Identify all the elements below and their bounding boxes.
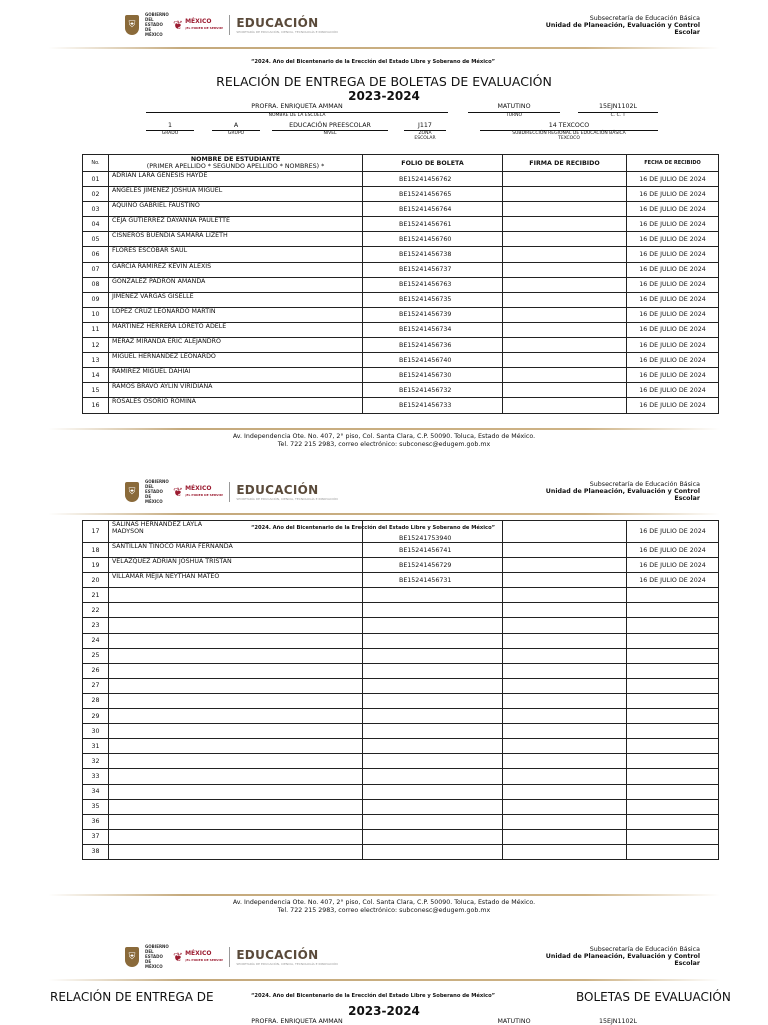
row-number: 21 [83, 588, 109, 603]
shift-label: TURNO [505, 113, 523, 118]
received-date [627, 709, 719, 724]
table-row [83, 322, 719, 337]
received-date [627, 844, 719, 859]
row-number: 30 [83, 724, 109, 739]
col-signature: FIRMA DE RECIBIDO [503, 155, 627, 172]
folio-number: BE15241456730 [363, 368, 503, 383]
received-date: 16 DE JULIO DE 2024 [627, 277, 719, 292]
row-number: 01 [83, 172, 109, 187]
folio-number: BE15241456737 [363, 262, 503, 277]
student-name: CISNEROS BUENDIA SAMARA LIZETH [109, 232, 363, 247]
state-shield-icon: ⛨ [125, 482, 139, 502]
region-label: SUBDIRECCIÓN REGIONAL DE EDUCACIÓN BÁSICA TEXCOCO [512, 131, 626, 141]
table-row [83, 739, 719, 754]
table-row [83, 633, 719, 648]
folio-number [363, 603, 503, 618]
row-number: 37 [83, 829, 109, 844]
received-date [627, 829, 719, 844]
row-number: 20 [83, 573, 109, 588]
received-date [627, 799, 719, 814]
received-date: 16 DE JULIO DE 2024 [627, 187, 719, 202]
received-date: 16 DE JULIO DE 2024 [627, 322, 719, 337]
row-number: 11 [83, 322, 109, 337]
student-name: MERAZ MIRANDA ERIC ALEJANDRO [109, 338, 363, 353]
table-row [83, 603, 719, 618]
region: 14 TEXCOCO [548, 122, 590, 129]
student-name: RAMIREZ MIGUEL DAHIAI [109, 368, 363, 383]
table-row [83, 769, 719, 784]
motto: “2024. Año del Bicentenario de la Erección del Estado Libre y Soberano de México” [251, 59, 496, 65]
student-name [109, 769, 363, 784]
folio-number: BE15241456738 [363, 247, 503, 262]
signature-cell [503, 724, 627, 739]
received-date: 16 DE JULIO DE 2024 [627, 202, 719, 217]
folio-number [363, 663, 503, 678]
folio-number [363, 588, 503, 603]
table-row [83, 247, 719, 262]
mexico-logo: ❦ MÉXICO ¡EL PODER DE SERVIR! [173, 949, 224, 964]
row-number: 31 [83, 739, 109, 754]
student-name [109, 784, 363, 799]
student-name: ADRIAN LARA GENESIS HAYDE [109, 172, 363, 187]
table-row [83, 543, 719, 558]
row-number: 28 [83, 693, 109, 708]
table-row [83, 784, 719, 799]
signature-cell [503, 202, 627, 217]
signature-cell [503, 799, 627, 814]
student-name [109, 663, 363, 678]
student-name: AQUINO GABRIEL FAUSTINO [109, 202, 363, 217]
received-date [627, 678, 719, 693]
received-date: 16 DE JULIO DE 2024 [627, 172, 719, 187]
signature-cell [503, 292, 627, 307]
row-number: 36 [83, 814, 109, 829]
row-number: 08 [83, 277, 109, 292]
document-title-part2: BOLETAS DE EVALUACIÓN [576, 990, 731, 1004]
folio-number: BE15241456765 [363, 187, 503, 202]
student-name [109, 588, 363, 603]
zone-label: ZONA ESCOLAR [414, 131, 436, 141]
signature-cell [503, 187, 627, 202]
received-date: 16 DE JULIO DE 2024 [627, 558, 719, 573]
student-name: VILLAMAR MEJIA NEYTHAN MATEO [109, 573, 363, 588]
header-logos [125, 12, 338, 37]
student-name [109, 844, 363, 859]
signature-cell [503, 543, 627, 558]
table-row [83, 368, 719, 383]
signature-cell [503, 739, 627, 754]
student-name [109, 678, 363, 693]
row-number: 33 [83, 769, 109, 784]
received-date [627, 814, 719, 829]
received-date [627, 754, 719, 769]
signature-cell [503, 844, 627, 859]
school-name-label: NOMBRE DE LA ESCUELA [268, 113, 326, 118]
table-row [83, 648, 719, 663]
folio-number: BE15241456762 [363, 172, 503, 187]
student-name: CEJA GUTIERREZ DAYANNA PAULETTE [109, 217, 363, 232]
motto-page2: “2024. Año del Bicentenario de la Erección del Estado Libre y Soberano de México” [251, 525, 496, 531]
signature-cell [503, 353, 627, 368]
received-date [627, 588, 719, 603]
state-shield-icon: ⛨ [125, 947, 139, 967]
signature-cell [503, 784, 627, 799]
received-date [627, 648, 719, 663]
signature-cell [503, 338, 627, 353]
level-label: NIVEL [323, 131, 337, 136]
row-number: 04 [83, 217, 109, 232]
table-row [83, 398, 719, 413]
table-row [83, 573, 719, 588]
signature-cell [503, 814, 627, 829]
received-date: 16 DE JULIO DE 2024 [627, 262, 719, 277]
student-name [109, 814, 363, 829]
row-number: 27 [83, 678, 109, 693]
delivery-table-page1 [82, 154, 719, 414]
table-row [83, 678, 719, 693]
signature-cell [503, 633, 627, 648]
signature-cell [503, 232, 627, 247]
table-row [83, 693, 719, 708]
col-date: FECHA DE RECIBIDO [627, 155, 719, 172]
table-row [83, 277, 719, 292]
folio-number [363, 739, 503, 754]
signature-cell [503, 247, 627, 262]
table-row [83, 799, 719, 814]
table-row [83, 663, 719, 678]
received-date: 16 DE JULIO DE 2024 [627, 353, 719, 368]
folio-number [363, 829, 503, 844]
motto-page3: “2024. Año del Bicentenario de la Erección del Estado Libre y Soberano de México” [251, 993, 496, 999]
signature-cell [503, 603, 627, 618]
school-name-page3: PROFRA. ENRIQUETA AMMAN [251, 1018, 343, 1025]
signature-cell [503, 368, 627, 383]
row-number: 06 [83, 247, 109, 262]
table-row [83, 754, 719, 769]
zone: J117 [418, 122, 432, 129]
folio-number: BE15241456733 [363, 398, 503, 413]
student-name: LOPEZ CRUZ LEONARDO MARTIN [109, 307, 363, 322]
received-date: 16 DE JULIO DE 2024 [627, 383, 719, 398]
row-number: 25 [83, 648, 109, 663]
folio-number: BE15241456735 [363, 292, 503, 307]
received-date: 16 DE JULIO DE 2024 [627, 398, 719, 413]
header-logos-page3 [125, 944, 338, 969]
folio-number [363, 633, 503, 648]
signature-cell [503, 573, 627, 588]
row-number: 18 [83, 543, 109, 558]
student-name: MIGUEL HERNANDEZ LEONARDO [109, 353, 363, 368]
education-logo: EDUCACIÓN SECRETARÍA DE EDUCACIÓN, CIENCIA, TECNOLOGÍA E INNOVACIÓN [236, 15, 338, 34]
signature-cell [503, 307, 627, 322]
table-row [83, 588, 719, 603]
folio-number: BE15241456732 [363, 383, 503, 398]
received-date: 16 DE JULIO DE 2024 [627, 232, 719, 247]
row-number: 23 [83, 618, 109, 633]
signature-cell [503, 217, 627, 232]
signature-cell [503, 521, 627, 543]
mexico-logo: ❦ MÉXICO ¡EL PODER DE SERVIR! [173, 17, 224, 32]
signature-cell [503, 262, 627, 277]
row-number: 29 [83, 709, 109, 724]
table-row [83, 724, 719, 739]
received-date: 16 DE JULIO DE 2024 [627, 338, 719, 353]
student-name: FLORES ESCOBAR SAUL [109, 247, 363, 262]
group-label: GRUPO [227, 131, 245, 136]
table-row [83, 232, 719, 247]
row-number: 15 [83, 383, 109, 398]
grade: 1 [167, 122, 172, 129]
table-row [83, 202, 719, 217]
cct-label: C. C. T [610, 113, 626, 118]
student-name [109, 633, 363, 648]
folio-number [363, 814, 503, 829]
signature-cell [503, 678, 627, 693]
delivery-table-page2 [82, 520, 719, 860]
signature-cell [503, 588, 627, 603]
mexico-mark-icon: ❦ [173, 17, 184, 32]
received-date [627, 739, 719, 754]
received-date [627, 769, 719, 784]
edomex-logo-text: GOBIERNO DEL ESTADO DE MÉXICO [145, 944, 169, 969]
signature-cell [503, 769, 627, 784]
row-number: 34 [83, 784, 109, 799]
received-date: 16 DE JULIO DE 2024 [627, 368, 719, 383]
received-date [627, 663, 719, 678]
folio-number: BE15241456734 [363, 322, 503, 337]
row-number: 35 [83, 799, 109, 814]
folio-number [363, 769, 503, 784]
row-number: 24 [83, 633, 109, 648]
received-date: 16 DE JULIO DE 2024 [627, 573, 719, 588]
received-date [627, 784, 719, 799]
row-number: 32 [83, 754, 109, 769]
folio-number [363, 784, 503, 799]
row-number: 38 [83, 844, 109, 859]
subsecretaria-heading: Subsecretaría de Educación Básica Unidad de Planeación, Evaluación y Control Escolar [545, 15, 700, 36]
folio-number: BE15241456739 [363, 307, 503, 322]
cct: 15EJN1102L [598, 103, 638, 110]
table-row [83, 353, 719, 368]
folio-number [363, 693, 503, 708]
folio-number [363, 709, 503, 724]
shift: MATUTINO [497, 103, 531, 110]
received-date [627, 693, 719, 708]
received-date [627, 633, 719, 648]
received-date: 16 DE JULIO DE 2024 [627, 217, 719, 232]
row-number: 03 [83, 202, 109, 217]
edomex-logo-text: GOBIERNO DEL ESTADO DE MÉXICO [145, 479, 169, 504]
row-number: 10 [83, 307, 109, 322]
footer-rule-page2 [48, 894, 720, 896]
student-name: VELAZQUEZ ADRIAN JOSHUA TRISTAN [109, 558, 363, 573]
signature-cell [503, 829, 627, 844]
student-name: GONZALEZ PADRON AMANDA [109, 277, 363, 292]
student-name [109, 603, 363, 618]
signature-cell [503, 398, 627, 413]
school-cycle: 2023-2024 [348, 89, 420, 103]
group: A [233, 122, 239, 129]
row-number: 12 [83, 338, 109, 353]
header-rule-page3 [48, 979, 720, 981]
table-row [83, 618, 719, 633]
folio-number: BE15241456740 [363, 353, 503, 368]
folio-number [363, 799, 503, 814]
student-name [109, 754, 363, 769]
edomex-logo-text: GOBIERNO DEL ESTADO DE MÉXICO [145, 12, 169, 37]
header-logos-page2 [125, 479, 338, 504]
folio-number: BE15241456741 [363, 543, 503, 558]
mexico-logo: ❦ MÉXICO ¡EL PODER DE SERVIR! [173, 484, 224, 499]
document-title-part1: RELACIÓN DE ENTREGA DE [50, 990, 214, 1004]
received-date [627, 618, 719, 633]
col-folio: FOLIO DE BOLETA [363, 155, 503, 172]
signature-cell [503, 558, 627, 573]
level: EDUCACIÓN PREESCOLAR [289, 122, 371, 129]
student-name: MARTINEZ HERRERA LORETO ADELE [109, 322, 363, 337]
student-name [109, 618, 363, 633]
school-cycle-page3: 2023-2024 [348, 1004, 420, 1018]
received-date: 16 DE JULIO DE 2024 [627, 307, 719, 322]
education-logo: EDUCACIÓN SECRETARÍA DE EDUCACIÓN, CIENCIA, TECNOLOGÍA E INNOVACIÓN [236, 947, 338, 966]
subsecretaria-heading-page3: Subsecretaría de Educación Básica Unidad de Planeación, Evaluación y Control Escolar [545, 946, 700, 967]
signature-cell [503, 383, 627, 398]
table-row [83, 262, 719, 277]
folio-number [363, 724, 503, 739]
table-row [83, 187, 719, 202]
student-name: SALINAS HERNANDEZ LAYLA MADYSON [109, 521, 363, 543]
state-shield-icon: ⛨ [125, 15, 139, 35]
student-name: GARCIA RAMIREZ KEVIN ALEXIS [109, 262, 363, 277]
received-date [627, 603, 719, 618]
received-date: 16 DE JULIO DE 2024 [627, 247, 719, 262]
row-number: 26 [83, 663, 109, 678]
table-row [83, 217, 719, 232]
received-date [627, 724, 719, 739]
folio-number: BE15241456760 [363, 232, 503, 247]
folio-number: BE15241456736 [363, 338, 503, 353]
row-number: 05 [83, 232, 109, 247]
subsecretaria-heading-page2: Subsecretaría de Educación Básica Unidad de Planeación, Evaluación y Control Escolar [545, 481, 700, 502]
received-date: 16 DE JULIO DE 2024 [627, 521, 719, 543]
folio-number [363, 844, 503, 859]
education-logo: EDUCACIÓN SECRETARÍA DE EDUCACIÓN, CIENCIA, TECNOLOGÍA E INNOVACIÓN [236, 482, 338, 501]
header-rule-page2 [48, 513, 720, 515]
table-row [83, 383, 719, 398]
student-name: JIMENEZ VARGAS GISELLE [109, 292, 363, 307]
grade-label: GRADO [161, 131, 179, 136]
folio-number [363, 618, 503, 633]
folio-number: BE15241456761 [363, 217, 503, 232]
table-row [83, 814, 719, 829]
signature-cell [503, 754, 627, 769]
table-row [83, 172, 719, 187]
table-row [83, 292, 719, 307]
student-name: ROSALES OSORIO ROMINA [109, 398, 363, 413]
student-name [109, 693, 363, 708]
table-row [83, 829, 719, 844]
signature-cell [503, 663, 627, 678]
folio-number: BE15241456764 [363, 202, 503, 217]
footer-address-page2: Av. Independencia Ote. No. 407, 2° piso, Col. Santa Clara, C.P. 50090. Toluca, Estado de México. Tel. 722 215 2983, correo electrónico: subconesc@edugem.gob.mx [232, 899, 536, 914]
document-title: RELACIÓN DE ENTREGA DE BOLETAS DE EVALUACIÓN [216, 74, 552, 89]
table-row [83, 844, 719, 859]
student-name: SANTILLAN TINOCO MARIA FERNANDA [109, 543, 363, 558]
row-number: 17 [83, 521, 109, 543]
footer-address: Av. Independencia Ote. No. 407, 2° piso, Col. Santa Clara, C.P. 50090. Toluca, Estado de México. Tel. 722 215 2983, correo electrónico: subconesc@edugem.gob.mx [232, 433, 536, 448]
signature-cell [503, 172, 627, 187]
row-number: 19 [83, 558, 109, 573]
mexico-mark-icon: ❦ [173, 484, 184, 499]
student-name: RAMOS BRAVO AYLIN VIRIDIANA [109, 383, 363, 398]
student-name [109, 648, 363, 663]
col-student-name: NOMBRE DE ESTUDIANTE (PRIMER APELLIDO * SEGUNDO APELLIDO * NOMBRES) * [109, 155, 363, 172]
table-row [83, 709, 719, 724]
signature-cell [503, 693, 627, 708]
signature-cell [503, 277, 627, 292]
received-date: 16 DE JULIO DE 2024 [627, 292, 719, 307]
table-row [83, 338, 719, 353]
student-name [109, 829, 363, 844]
row-number: 09 [83, 292, 109, 307]
signature-cell [503, 648, 627, 663]
student-name [109, 724, 363, 739]
row-number: 02 [83, 187, 109, 202]
cct-page3: 15EJN1102L [598, 1018, 638, 1025]
signature-cell [503, 709, 627, 724]
row-number: 07 [83, 262, 109, 277]
row-number: 22 [83, 603, 109, 618]
folio-number [363, 754, 503, 769]
student-name [109, 799, 363, 814]
folio-number [363, 678, 503, 693]
table-row [83, 307, 719, 322]
shift-page3: MATUTINO [497, 1018, 531, 1025]
signature-cell [503, 618, 627, 633]
received-date: 16 DE JULIO DE 2024 [627, 543, 719, 558]
folio-number: BE15241456731 [363, 573, 503, 588]
header-rule [48, 47, 720, 49]
signature-cell [503, 322, 627, 337]
row-number: 14 [83, 368, 109, 383]
row-number: 13 [83, 353, 109, 368]
folio-number: BE15241456763 [363, 277, 503, 292]
student-name: ANGELES JIMENEZ JOSHUA MIGUEL [109, 187, 363, 202]
table-row [83, 521, 719, 543]
student-name [109, 709, 363, 724]
school-name: PROFRA. ENRIQUETA AMMAN [251, 103, 343, 110]
student-name [109, 739, 363, 754]
row-number: 16 [83, 398, 109, 413]
folio-number [363, 648, 503, 663]
table-row [83, 558, 719, 573]
folio-number: BE15241753940 [363, 521, 503, 543]
mexico-mark-icon: ❦ [173, 949, 184, 964]
folio-number: BE15241456729 [363, 558, 503, 573]
col-no: No. [83, 155, 109, 172]
footer-rule [48, 428, 720, 430]
